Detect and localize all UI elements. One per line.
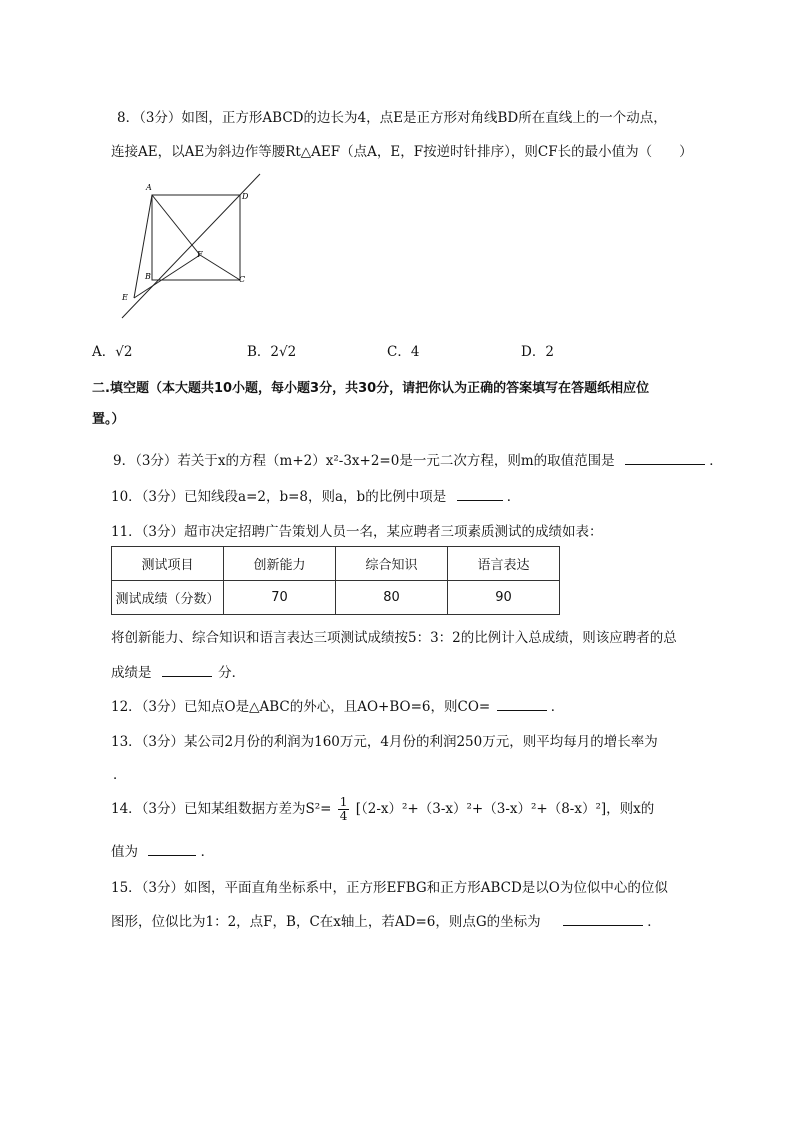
- table-row-label: 测试成绩（分数）: [112, 581, 224, 615]
- q14-line2: [111, 840, 214, 860]
- q15-line2-text: 图形，位似比为1：2，点F，B，C在x轴上，若AD=6，则点G的坐标为: [111, 914, 541, 930]
- label-a: A: [146, 183, 152, 192]
- q9-end: ．: [709, 453, 723, 469]
- q8-figure: [108, 170, 273, 320]
- q15-line1: 15．（3分）如图，平面直角坐标系中，正方形EFBG和正方形ABCD是以O为位似中心的位似: [111, 880, 668, 896]
- q14-text: 14．（3分）已知某组数据方差为S²=: [111, 801, 332, 817]
- q10-text: 10．（3分）已知线段a=2，b=8，则a，b的比例中项是: [111, 489, 447, 505]
- q12-answer-blank[interactable]: [497, 696, 547, 711]
- segment-ae: [134, 195, 152, 298]
- q14-frac-numerator: 1: [339, 795, 348, 809]
- q10: [111, 485, 520, 505]
- q14-fraction: [338, 796, 350, 823]
- table-header-cell: 综合知识: [336, 547, 448, 581]
- q11-line3: [111, 661, 245, 681]
- q15-line2-end: ．: [647, 914, 661, 930]
- q14: [111, 796, 654, 823]
- q11-line3-text: 成绩是: [111, 665, 152, 681]
- q13-line1: 13．（3分）某公司2月份的利润为160万元，4月份的利润250万元，则平均每月的增长率为: [111, 734, 658, 750]
- label-c: C: [239, 275, 246, 284]
- q9-text: 9．（3分）若关于x的方程（m+2）x²-3x+2=0是一元二次方程，则m的取值范围是: [113, 453, 615, 469]
- q11-intro: 11．（3分）超市决定招聘广告策划人员一名，某应聘者三项素质测试的成绩如表：: [111, 524, 603, 540]
- q11-line2: 将创新能力、综合知识和语言表达三项测试成绩按5：3：2的比例计入总成绩，则该应聘者的总: [111, 630, 677, 646]
- q12-end: ．: [550, 699, 565, 715]
- q14-expression: [（2-x）²+（3-x）²+（3-x）²+（8-x）²]，则x的: [355, 801, 655, 817]
- label-f: F: [197, 250, 203, 259]
- table-header-cell: 创新能力: [224, 547, 336, 581]
- section2-title-line2: 置。）: [92, 412, 125, 427]
- table-row: [112, 581, 560, 615]
- table-header-cell: 语言表达: [448, 547, 560, 581]
- q11-score-table: [111, 546, 560, 615]
- q14-line2-text: 值为: [111, 844, 138, 860]
- segment-ef: [134, 255, 200, 298]
- label-d: D: [242, 192, 249, 201]
- q9: [113, 449, 723, 469]
- table-cell: 70: [224, 581, 336, 615]
- table-cell: 90: [448, 581, 560, 615]
- q15-answer-blank[interactable]: [563, 911, 643, 926]
- segment-af: [152, 195, 200, 255]
- q8-option-c: C．4: [387, 344, 420, 360]
- q14-frac-denominator: 4: [339, 809, 348, 823]
- q8-option-d: D．2: [521, 344, 554, 360]
- table-header-row: [112, 547, 560, 581]
- q12-text: 12．（3分）已知点O是△ABC的外心，且AO+BO=6，则CO=: [111, 699, 491, 715]
- q12: [111, 695, 564, 715]
- q8-option-a: A．√2: [92, 344, 133, 360]
- q13-line2: ．: [113, 767, 127, 783]
- q8-line1: 8．（3分）如图，正方形ABCD的边长为4，点E是正方形对角线BD所在直线上的一个动点，: [117, 110, 667, 126]
- square-abcd: [152, 195, 240, 280]
- label-b: B: [145, 272, 151, 281]
- label-e: E: [122, 293, 128, 302]
- table-cell: 80: [336, 581, 448, 615]
- q14-answer-blank[interactable]: [148, 841, 196, 856]
- q10-answer-blank[interactable]: [457, 486, 503, 501]
- section2-title-line1: 二.填空题（本大题共10小题，每小题3分，共30分，请把你认为正确的答案填写在答题纸相应位: [92, 381, 650, 396]
- q11-line3-end: 分．: [218, 665, 246, 681]
- q15-line2: [111, 910, 661, 930]
- q10-end: ．: [506, 489, 521, 505]
- segment-fc: [200, 255, 240, 280]
- q8-option-b: B．2√2: [247, 344, 297, 360]
- q11-answer-blank[interactable]: [162, 662, 212, 677]
- q14-line2-end: ．: [200, 844, 215, 860]
- q8-line2: 连接AE，以AE为斜边作等腰Rt△AEF（点A，E，F按逆时针排序），则CF长的最小值为（ ）: [111, 144, 693, 160]
- table-header-cell: 测试项目: [112, 547, 224, 581]
- q9-answer-blank[interactable]: [625, 450, 705, 465]
